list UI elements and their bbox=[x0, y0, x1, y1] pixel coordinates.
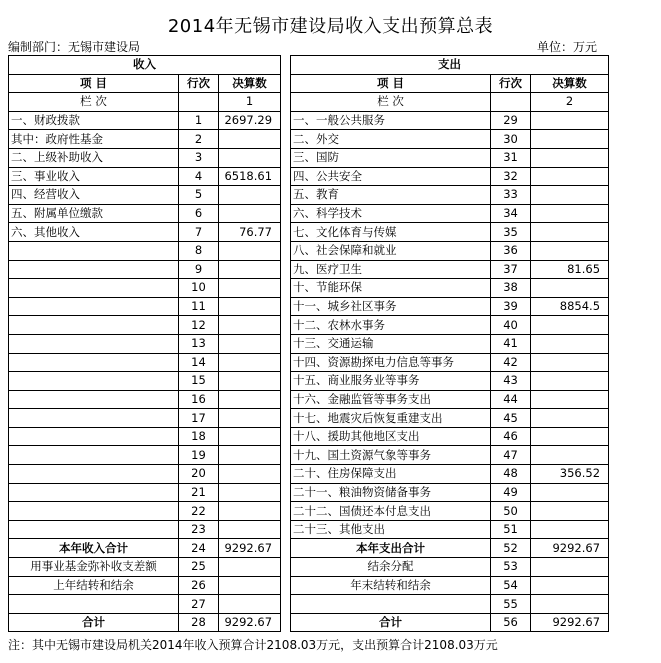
expense-item: 一、一般公共服务 bbox=[291, 111, 491, 130]
income-row-number: 3 bbox=[179, 148, 219, 167]
expense-row-number: 46 bbox=[491, 427, 531, 446]
income-row-number: 1 bbox=[179, 111, 219, 130]
expense-row-number: 45 bbox=[491, 409, 531, 428]
expense-row-number: 53 bbox=[491, 558, 531, 577]
income-item bbox=[9, 279, 179, 298]
income-row-number: 2 bbox=[179, 130, 219, 149]
income-item bbox=[9, 520, 179, 539]
income-item: 一、财政拨款 bbox=[9, 111, 179, 130]
table-row bbox=[9, 334, 609, 353]
table-row bbox=[9, 279, 609, 298]
table-row bbox=[9, 483, 609, 502]
income-amount bbox=[219, 279, 281, 298]
expense-amount bbox=[531, 558, 609, 577]
income-row-number: 23 bbox=[179, 520, 219, 539]
expense-row-number: 54 bbox=[491, 576, 531, 595]
expense-row-number: 31 bbox=[491, 148, 531, 167]
income-amount bbox=[219, 241, 281, 260]
table-row bbox=[9, 409, 609, 428]
footnote: 注：其中无锡市建设局机关2014年收入预算合计2108.03万元，支出预算合计2108.03万元 bbox=[8, 638, 498, 652]
income-row-number: 7 bbox=[179, 223, 219, 242]
expense-amount bbox=[531, 483, 609, 502]
income-col-number: 1 bbox=[219, 93, 281, 112]
expense-item: 二、外交 bbox=[291, 130, 491, 149]
income-col-label: 栏 次 bbox=[9, 93, 179, 112]
income-row-number: 18 bbox=[179, 427, 219, 446]
table-row bbox=[9, 148, 609, 167]
expense-amount bbox=[531, 427, 609, 446]
income-amount bbox=[219, 427, 281, 446]
expense-amount bbox=[531, 334, 609, 353]
income-grand-total-row-number: 28 bbox=[179, 613, 219, 632]
expense-year-total-amount: 9292.67 bbox=[531, 539, 609, 558]
expense-amount: 356.52 bbox=[531, 465, 609, 484]
expense-amount bbox=[531, 167, 609, 186]
expense-amount bbox=[531, 409, 609, 428]
income-amount: 2697.29 bbox=[219, 111, 281, 130]
expense-row-number: 35 bbox=[491, 223, 531, 242]
expense-item-header: 项 目 bbox=[291, 74, 491, 93]
income-row-number: 4 bbox=[179, 167, 219, 186]
expense-item: 十二、农林水事务 bbox=[291, 316, 491, 335]
expense-item: 九、医疗卫生 bbox=[291, 260, 491, 279]
column-header-row bbox=[9, 74, 609, 93]
table-row bbox=[9, 353, 609, 372]
expense-item: 二十二、国债还本付息支出 bbox=[291, 502, 491, 521]
income-item bbox=[9, 372, 179, 391]
expense-row-number: 40 bbox=[491, 316, 531, 335]
table-row bbox=[9, 446, 609, 465]
table-row bbox=[9, 520, 609, 539]
table-row bbox=[9, 167, 609, 186]
income-item: 上年结转和结余 bbox=[9, 576, 179, 595]
expense-row-number: 29 bbox=[491, 111, 531, 130]
expense-amount bbox=[531, 241, 609, 260]
income-row-number: 16 bbox=[179, 390, 219, 409]
table-row bbox=[9, 111, 609, 130]
income-item: 六、其他收入 bbox=[9, 223, 179, 242]
income-row-number: 12 bbox=[179, 316, 219, 335]
income-row-number: 21 bbox=[179, 483, 219, 502]
income-row-number: 25 bbox=[179, 558, 219, 577]
income-row-number: 26 bbox=[179, 576, 219, 595]
income-item: 三、事业收入 bbox=[9, 167, 179, 186]
expense-item: 五、教育 bbox=[291, 186, 491, 205]
income-amount bbox=[219, 520, 281, 539]
expense-item: 二十三、其他支出 bbox=[291, 520, 491, 539]
expense-item: 十四、资源勘探电力信息等事务 bbox=[291, 353, 491, 372]
expense-row-number: 36 bbox=[491, 241, 531, 260]
income-amount bbox=[219, 297, 281, 316]
expense-row-number: 39 bbox=[491, 297, 531, 316]
income-item: 五、附属单位缴款 bbox=[9, 204, 179, 223]
income-item: 二、上级补助收入 bbox=[9, 148, 179, 167]
table-row bbox=[9, 372, 609, 391]
income-row-number: 17 bbox=[179, 409, 219, 428]
income-row-number: 14 bbox=[179, 353, 219, 372]
income-amount-header: 决算数 bbox=[219, 74, 281, 93]
income-amount: 76.77 bbox=[219, 223, 281, 242]
income-row-number: 9 bbox=[179, 260, 219, 279]
income-item bbox=[9, 260, 179, 279]
income-amount bbox=[219, 465, 281, 484]
expense-amount bbox=[531, 204, 609, 223]
expense-item: 七、文化体育与传媒 bbox=[291, 223, 491, 242]
expense-amount bbox=[531, 316, 609, 335]
expense-amount bbox=[531, 576, 609, 595]
income-year-total-row-number: 24 bbox=[179, 539, 219, 558]
expense-amount bbox=[531, 372, 609, 391]
income-row-number: 19 bbox=[179, 446, 219, 465]
income-item bbox=[9, 595, 179, 614]
expense-item: 十七、地震灾后恢复重建支出 bbox=[291, 409, 491, 428]
currency-unit: 单位：万元 bbox=[537, 40, 598, 54]
income-row-number: 15 bbox=[179, 372, 219, 391]
expense-grand-total-row-number: 56 bbox=[491, 613, 531, 632]
income-item bbox=[9, 446, 179, 465]
income-row-number: 11 bbox=[179, 297, 219, 316]
expense-item: 十九、国土资源气象等事务 bbox=[291, 446, 491, 465]
table-row bbox=[9, 502, 609, 521]
expense-item bbox=[291, 595, 491, 614]
income-amount bbox=[219, 409, 281, 428]
income-amount bbox=[219, 558, 281, 577]
income-item: 四、经营收入 bbox=[9, 186, 179, 205]
income-row-number: 8 bbox=[179, 241, 219, 260]
income-item bbox=[9, 334, 179, 353]
expense-row-number: 49 bbox=[491, 483, 531, 502]
expense-row-number: 44 bbox=[491, 390, 531, 409]
income-amount bbox=[219, 372, 281, 391]
expense-amount bbox=[531, 130, 609, 149]
budget-summary-table bbox=[8, 55, 609, 632]
expense-col-label: 栏 次 bbox=[291, 93, 491, 112]
income-item bbox=[9, 316, 179, 335]
income-amount bbox=[219, 390, 281, 409]
expense-item: 六、科学技术 bbox=[291, 204, 491, 223]
expense-amount: 8854.5 bbox=[531, 297, 609, 316]
table-row bbox=[9, 558, 609, 577]
table-row bbox=[9, 186, 609, 205]
income-row-number: 10 bbox=[179, 279, 219, 298]
expense-amount bbox=[531, 279, 609, 298]
expense-row-number: 41 bbox=[491, 334, 531, 353]
income-row-header: 行次 bbox=[179, 74, 219, 93]
expense-grand-total-amount: 9292.67 bbox=[531, 613, 609, 632]
expense-item: 二十一、粮油物资储备事务 bbox=[291, 483, 491, 502]
income-amount: 6518.61 bbox=[219, 167, 281, 186]
expense-row-number: 55 bbox=[491, 595, 531, 614]
table-row bbox=[9, 260, 609, 279]
expense-row-number: 37 bbox=[491, 260, 531, 279]
table-row bbox=[9, 297, 609, 316]
expense-row-number: 48 bbox=[491, 465, 531, 484]
income-item bbox=[9, 353, 179, 372]
income-amount bbox=[219, 595, 281, 614]
income-item bbox=[9, 297, 179, 316]
expense-item: 结余分配 bbox=[291, 558, 491, 577]
income-amount bbox=[219, 353, 281, 372]
expense-item: 十、节能环保 bbox=[291, 279, 491, 298]
income-row-number: 13 bbox=[179, 334, 219, 353]
expense-section-header: 支出 bbox=[291, 56, 609, 75]
expense-amount bbox=[531, 223, 609, 242]
income-amount bbox=[219, 334, 281, 353]
expense-amount bbox=[531, 148, 609, 167]
income-amount bbox=[219, 186, 281, 205]
table-row bbox=[9, 427, 609, 446]
expense-year-total-row-number: 52 bbox=[491, 539, 531, 558]
table-row bbox=[9, 130, 609, 149]
income-grand-total-label: 合计 bbox=[9, 613, 179, 632]
income-amount bbox=[219, 260, 281, 279]
income-item: 其中：政府性基金 bbox=[9, 130, 179, 149]
expense-row-number: 30 bbox=[491, 130, 531, 149]
expense-item: 四、公共安全 bbox=[291, 167, 491, 186]
expense-row-number: 51 bbox=[491, 520, 531, 539]
expense-row-number: 38 bbox=[491, 279, 531, 298]
expense-row-number: 32 bbox=[491, 167, 531, 186]
expense-item: 十五、商业服务业等事务 bbox=[291, 372, 491, 391]
income-row-number: 22 bbox=[179, 502, 219, 521]
income-item bbox=[9, 465, 179, 484]
expense-row-number: 42 bbox=[491, 353, 531, 372]
expense-amount bbox=[531, 595, 609, 614]
income-item: 用事业基金弥补收支差额 bbox=[9, 558, 179, 577]
expense-row-number: 33 bbox=[491, 186, 531, 205]
expense-item: 年末结转和结余 bbox=[291, 576, 491, 595]
income-row-number: 6 bbox=[179, 204, 219, 223]
income-item bbox=[9, 483, 179, 502]
expense-item: 十三、交通运输 bbox=[291, 334, 491, 353]
expense-item: 十六、金融监管等事务支出 bbox=[291, 390, 491, 409]
income-amount bbox=[219, 148, 281, 167]
expense-amount bbox=[531, 502, 609, 521]
expense-item: 十一、城乡社区事务 bbox=[291, 297, 491, 316]
expense-grand-total-label: 合计 bbox=[291, 613, 491, 632]
table-row bbox=[9, 465, 609, 484]
expense-year-total-label: 本年支出合计 bbox=[291, 539, 491, 558]
expense-row-number: 50 bbox=[491, 502, 531, 521]
expense-col-number: 2 bbox=[531, 93, 609, 112]
grand-total-row bbox=[9, 613, 609, 632]
expense-amount bbox=[531, 520, 609, 539]
income-year-total-amount: 9292.67 bbox=[219, 539, 281, 558]
income-item bbox=[9, 502, 179, 521]
income-amount bbox=[219, 576, 281, 595]
expense-item: 八、社会保障和就业 bbox=[291, 241, 491, 260]
income-section-header: 收入 bbox=[9, 56, 281, 75]
income-row-number: 5 bbox=[179, 186, 219, 205]
table-row bbox=[9, 316, 609, 335]
table-row bbox=[9, 390, 609, 409]
income-item-header: 项 目 bbox=[9, 74, 179, 93]
income-amount bbox=[219, 130, 281, 149]
income-grand-total-amount: 9292.67 bbox=[219, 613, 281, 632]
table-row bbox=[9, 576, 609, 595]
expense-amount bbox=[531, 111, 609, 130]
compiling-unit: 编制部门：无锡市建设局 bbox=[8, 40, 141, 54]
income-item bbox=[9, 241, 179, 260]
expense-amount bbox=[531, 353, 609, 372]
expense-amount bbox=[531, 186, 609, 205]
table-row bbox=[9, 223, 609, 242]
table-row bbox=[9, 595, 609, 614]
income-amount bbox=[219, 204, 281, 223]
income-item bbox=[9, 427, 179, 446]
income-row-number: 20 bbox=[179, 465, 219, 484]
expense-amount bbox=[531, 446, 609, 465]
income-amount bbox=[219, 502, 281, 521]
expense-amount-header: 决算数 bbox=[531, 74, 609, 93]
income-amount bbox=[219, 483, 281, 502]
expense-item: 十八、援助其他地区支出 bbox=[291, 427, 491, 446]
income-item bbox=[9, 409, 179, 428]
table-row bbox=[9, 204, 609, 223]
income-row-number: 27 bbox=[179, 595, 219, 614]
expense-item: 二十、住房保障支出 bbox=[291, 465, 491, 484]
section-header-row bbox=[9, 56, 609, 75]
expense-amount: 81.65 bbox=[531, 260, 609, 279]
expense-amount bbox=[531, 390, 609, 409]
column-number-row bbox=[9, 93, 609, 112]
expense-row-header: 行次 bbox=[491, 74, 531, 93]
income-amount bbox=[219, 316, 281, 335]
expense-row-number: 34 bbox=[491, 204, 531, 223]
expense-item: 三、国防 bbox=[291, 148, 491, 167]
year-total-row bbox=[9, 539, 609, 558]
expense-row-number: 47 bbox=[491, 446, 531, 465]
income-item bbox=[9, 390, 179, 409]
income-amount bbox=[219, 446, 281, 465]
expense-row-number: 43 bbox=[491, 372, 531, 391]
income-year-total-label: 本年收入合计 bbox=[9, 539, 179, 558]
report-title: 2014年无锡市建设局收入支出预算总表 bbox=[167, 16, 494, 37]
table-row bbox=[9, 241, 609, 260]
